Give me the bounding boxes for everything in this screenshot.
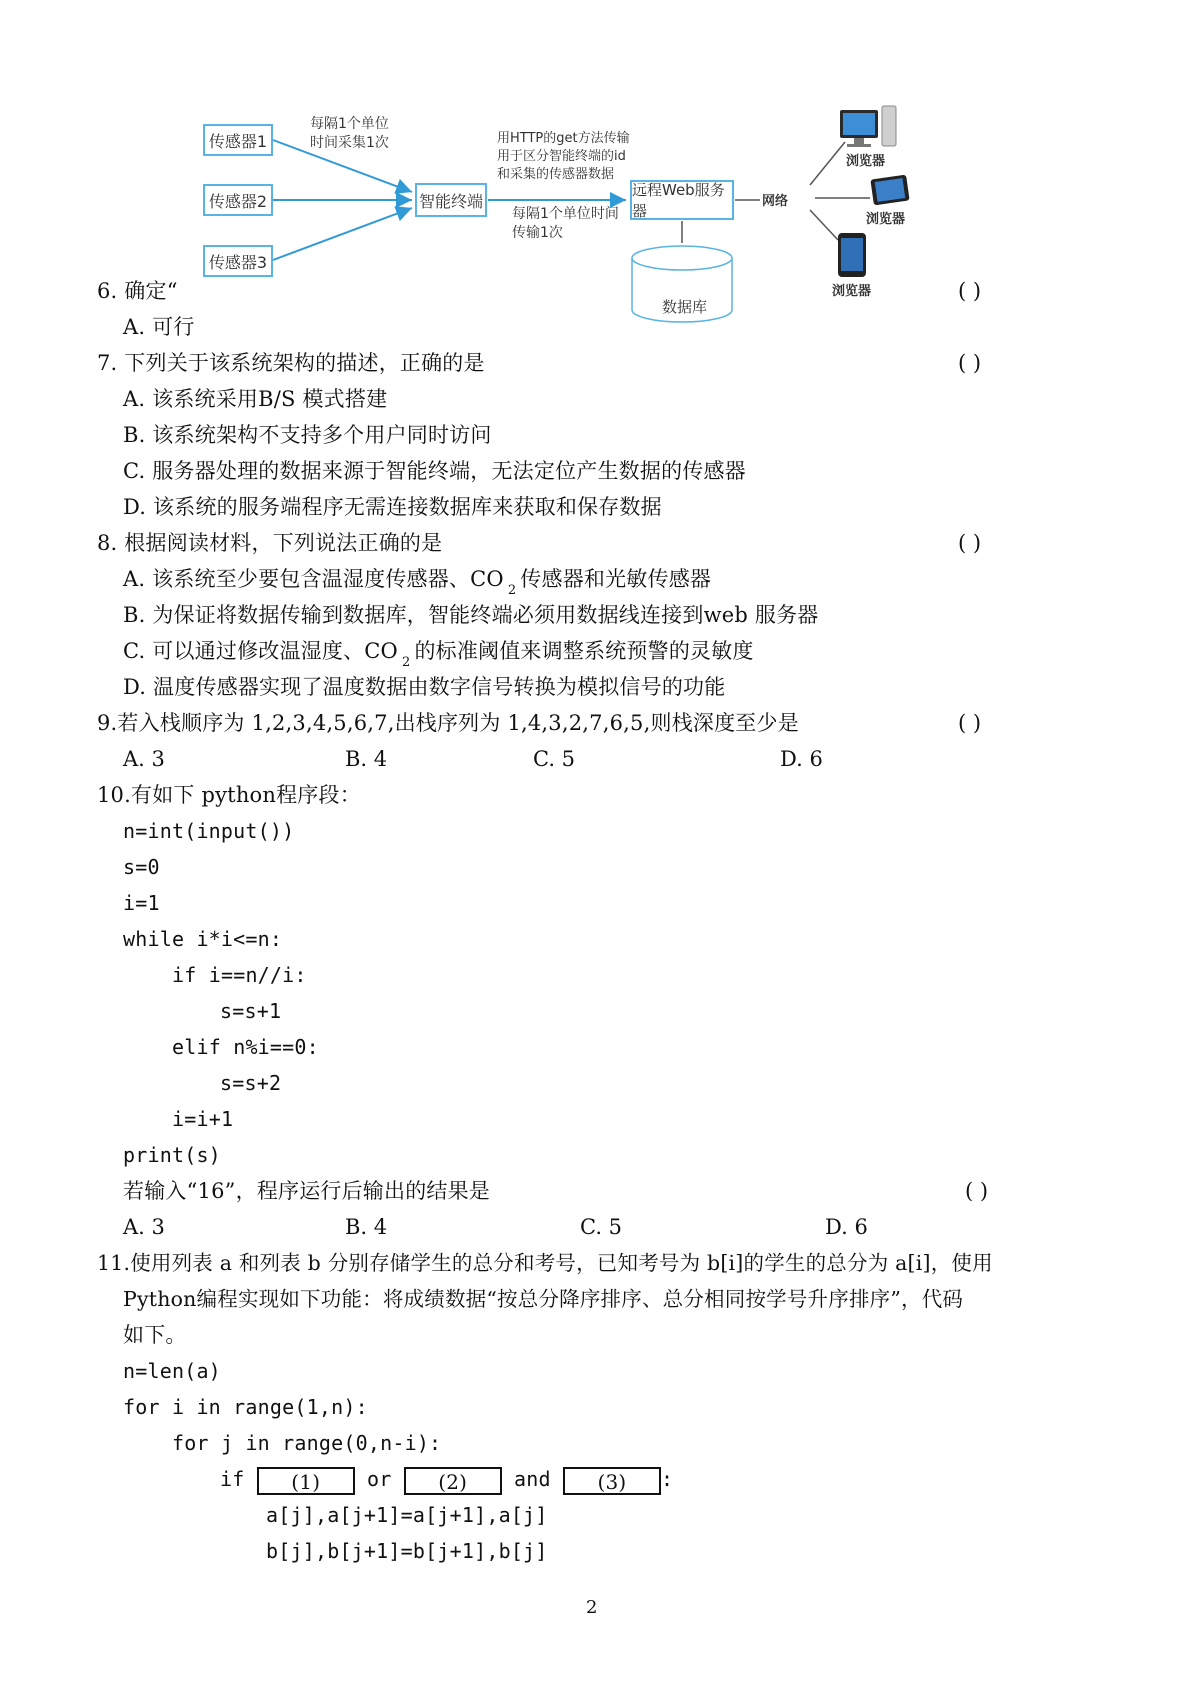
q8-answer-paren: ( ) bbox=[958, 531, 982, 555]
q8-option-c-pre: C. 可以通过修改温湿度、CO bbox=[123, 639, 398, 663]
note-http-line3: 和采集的传感器数据 bbox=[497, 167, 615, 182]
q11-blank-3[interactable]: (3) bbox=[563, 1467, 661, 1495]
q10-code-line: s=0 bbox=[123, 855, 160, 879]
q8-stem: 8. 根据阅读材料，下列说法正确的是 bbox=[97, 531, 443, 555]
q10-code-line: s=s+1 bbox=[220, 999, 282, 1023]
arrow-sensor3 bbox=[273, 208, 412, 260]
q11-stem-line3: 如下。 bbox=[123, 1323, 187, 1347]
note-transmit-line1: 每隔1个单位时间 bbox=[512, 206, 619, 222]
q9-answer-paren: ( ) bbox=[958, 711, 982, 735]
q10-answer-paren: ( ) bbox=[965, 1179, 989, 1203]
system-architecture-diagram bbox=[190, 80, 970, 350]
network-browser3-link bbox=[810, 210, 838, 240]
q8-option-a-pre: A. 该系统至少要包含温湿度传感器、CO bbox=[123, 567, 504, 591]
q9-option-a: A. 3 bbox=[123, 747, 165, 771]
smart-terminal-label: 智能终端 bbox=[418, 191, 483, 211]
q10-stem: 10.有如下 python程序段： bbox=[97, 783, 361, 807]
q9-option-b: B. 4 bbox=[345, 747, 388, 771]
q8-option-a-subscript: 2 bbox=[507, 583, 517, 598]
note-sampling-line2: 时间采集1次 bbox=[310, 135, 389, 151]
q8-option-b: B. 为保证将数据传输到数据库，智能终端必须用数据线连接到web 服务器 bbox=[123, 603, 819, 627]
q6-option-a: A. 可行 bbox=[123, 315, 195, 339]
q10-code-line: i=i+1 bbox=[172, 1107, 234, 1131]
q11-code-line: n=len(a) bbox=[123, 1359, 221, 1383]
smart-terminal-box bbox=[415, 183, 487, 217]
q7-option-a: A. 该系统采用B/S 模式搭建 bbox=[123, 387, 388, 411]
q10-option-a: A. 3 bbox=[123, 1215, 165, 1239]
browser-label-1: 浏览器 bbox=[846, 154, 886, 169]
sensor-3-box bbox=[203, 245, 273, 277]
q11-if-colon: : bbox=[660, 1467, 674, 1491]
q10-option-c: C. 5 bbox=[580, 1215, 623, 1239]
q7-option-b: B. 该系统架构不支持多个用户同时访问 bbox=[123, 423, 492, 447]
note-sampling-line1: 每隔1个单位 bbox=[310, 116, 389, 132]
q7-answer-paren: ( ) bbox=[958, 351, 982, 375]
note-sampling bbox=[310, 115, 389, 153]
q11-swap-a: a[j],a[j+1]=a[j+1],a[j] bbox=[266, 1503, 548, 1527]
q9-stem: 9.若入栈顺序为 1,2,3,4,5,6,7,出栈序列为 1,4,3,2,7,6,5,则栈深度至少是 bbox=[97, 711, 799, 735]
note-http-line2: 用于区分智能终端的id bbox=[497, 149, 626, 164]
q6-answer-paren: ( ) bbox=[958, 279, 982, 303]
q11-if-line bbox=[220, 1464, 673, 1495]
note-http bbox=[497, 130, 630, 184]
q10-option-d: D. 6 bbox=[825, 1215, 868, 1239]
q8-option-c-post: 的标准阈值来调整系统预警的灵敏度 bbox=[414, 639, 754, 663]
web-server-box bbox=[630, 180, 734, 220]
network-label: 网络 bbox=[762, 194, 789, 209]
q10-code-line: elif n%i==0: bbox=[172, 1035, 319, 1059]
sensor-2-label: 传感器2 bbox=[208, 191, 268, 211]
sensor-1-box bbox=[203, 124, 273, 156]
note-transmit bbox=[512, 205, 619, 243]
q10-prompt: 若输入“16”，程序运行后输出的结果是 bbox=[123, 1179, 490, 1203]
q8-option-d: D. 温度传感器实现了温度数据由数字信号转换为模拟信号的功能 bbox=[123, 675, 726, 699]
q10-code-line: if i==n//i: bbox=[172, 963, 307, 987]
q7-option-d: D. 该系统的服务端程序无需连接数据库来获取和保存数据 bbox=[123, 495, 662, 519]
q10-code-line: i=1 bbox=[123, 891, 160, 915]
q8-option-c-subscript: 2 bbox=[401, 655, 411, 670]
q10-code-line: s=s+2 bbox=[220, 1071, 282, 1095]
q10-option-b: B. 4 bbox=[345, 1215, 388, 1239]
note-http-line1: 用HTTP的get方法传输 bbox=[497, 131, 630, 146]
q6-stem: 6. 确定“ bbox=[97, 279, 178, 303]
phone-icon bbox=[838, 233, 866, 277]
q9-option-c: C. 5 bbox=[533, 747, 576, 771]
q10-code-line: n=int(input()) bbox=[123, 819, 295, 843]
q11-swap-b: b[j],b[j+1]=b[j+1],b[j] bbox=[266, 1539, 548, 1563]
note-transmit-line2: 传输1次 bbox=[512, 225, 563, 241]
sensor-1-label: 传感器1 bbox=[208, 131, 268, 151]
sensor-3-label: 传感器3 bbox=[208, 252, 268, 272]
q11-or-keyword: or bbox=[366, 1467, 392, 1491]
q11-if-keyword: if bbox=[220, 1467, 245, 1491]
browser-label-3: 浏览器 bbox=[832, 284, 872, 299]
q9-option-d: D. 6 bbox=[780, 747, 823, 771]
q7-stem: 7. 下列关于该系统架构的描述，正确的是 bbox=[97, 351, 485, 375]
desktop-computer-icon bbox=[840, 106, 896, 147]
q8-option-a-post: 传感器和光敏传感器 bbox=[520, 567, 712, 591]
q11-and-keyword: and bbox=[513, 1467, 551, 1491]
q11-code-line: for j in range(0,n-i): bbox=[172, 1431, 442, 1455]
q11-code-line: for i in range(1,n): bbox=[123, 1395, 368, 1419]
network-browser1-link bbox=[810, 142, 845, 185]
q11-stem-line1: 11.使用列表 a 和列表 b 分别存储学生的总分和考号，已知考号为 b[i]的学生的总分为 a[i]，使用 bbox=[97, 1251, 993, 1275]
q10-code-line: while i*i<=n: bbox=[123, 927, 283, 951]
browser-label-2: 浏览器 bbox=[866, 212, 906, 227]
q11-stem-line2: Python编程实现如下功能：将成绩数据“按总分降序排序、总分相同按学号升序排序”，代码 bbox=[123, 1287, 964, 1311]
web-server-label: 远程Web服务器 bbox=[632, 181, 725, 220]
database-label: 数据库 bbox=[662, 298, 708, 316]
q7-option-c: C. 服务器处理的数据来源于智能终端，无法定位产生数据的传感器 bbox=[123, 459, 746, 483]
sensor-2-box bbox=[203, 184, 273, 216]
q11-blank-2[interactable]: (2) bbox=[404, 1467, 502, 1495]
q11-blank-1[interactable]: (1) bbox=[257, 1467, 355, 1495]
page-number: 2 bbox=[586, 1597, 598, 1618]
q8-option-c bbox=[123, 636, 754, 670]
q8-option-a bbox=[123, 564, 711, 598]
q10-code-line: print(s) bbox=[123, 1143, 221, 1167]
tablet-icon bbox=[870, 175, 909, 206]
